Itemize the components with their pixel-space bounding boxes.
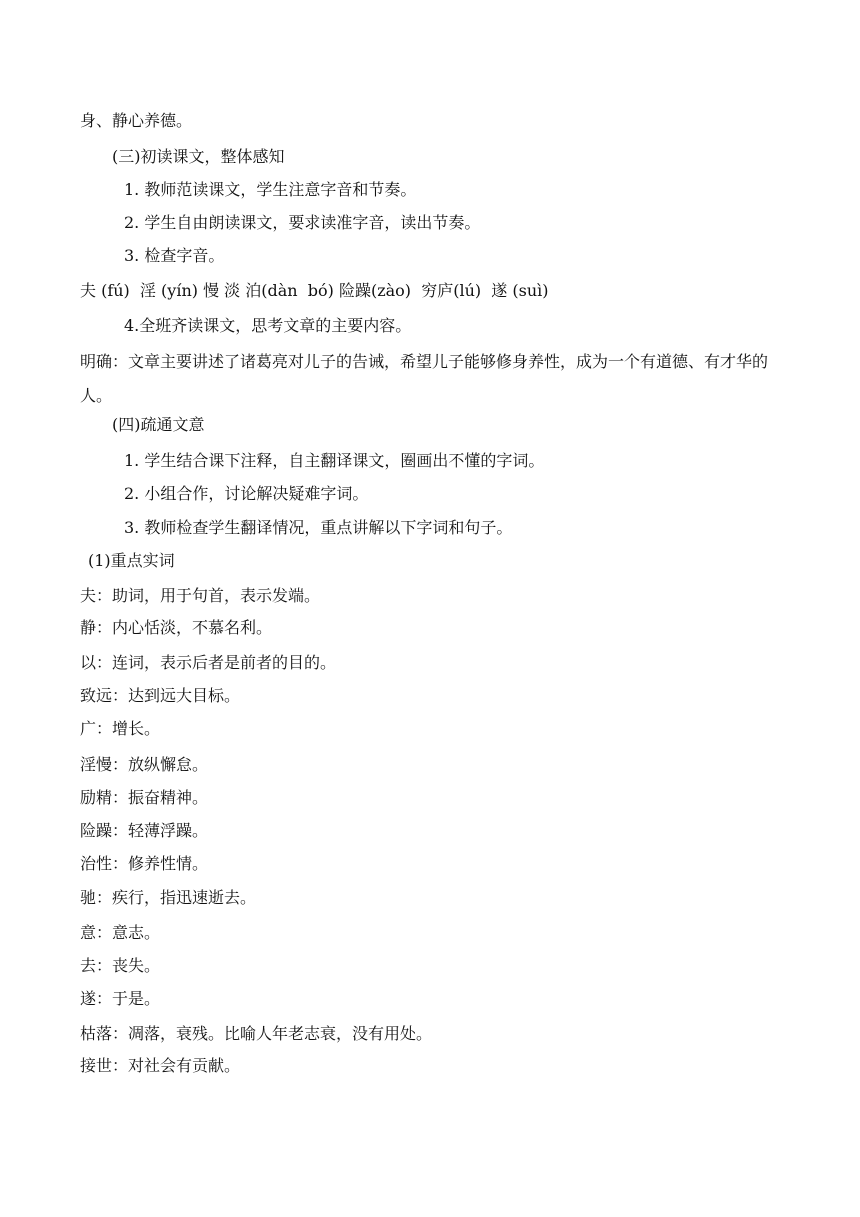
section-heading: (四)疏通文意	[112, 415, 205, 434]
term-line: 以：连词，表示后者是前者的目的。	[80, 653, 337, 672]
term-line: 夫：助词，用于句首，表示发端。	[80, 586, 321, 605]
term-line: 广：增长。	[80, 719, 161, 738]
term-line: 遂：于是。	[80, 989, 161, 1008]
text-line: 2. 小组合作，讨论解决疑难字词。	[124, 484, 369, 503]
term-line: 接世：对社会有贡献。	[80, 1056, 241, 1075]
term-line: 淫慢：放纵懈怠。	[80, 755, 209, 774]
term-line: 意：意志。	[80, 923, 161, 942]
text-line: 3. 检查字音。	[124, 246, 225, 265]
term-line: 驰：疾行，指迅速逝去。	[80, 888, 257, 907]
term-line: 险躁：轻薄浮躁。	[80, 821, 209, 840]
term-line: 治性：修养性情。	[80, 854, 209, 873]
text-line: 1. 学生结合课下注释，自主翻译课文，圈画出不懂的字词。	[124, 451, 545, 470]
subsection-heading: (1)重点实词	[88, 551, 175, 570]
term-line: 励精：振奋精神。	[80, 788, 209, 807]
text-line: 1. 教师范读课文，学生注意字音和节奏。	[124, 180, 417, 199]
term-line: 枯落：凋落，衰残。比喻人年老志衰，没有用处。	[80, 1024, 433, 1043]
text-line: 4.全班齐读课文，思考文章的主要内容。	[124, 316, 412, 335]
term-line: 静：内心恬淡，不慕名利。	[80, 618, 273, 637]
text-line: 身、静心养德。	[80, 111, 193, 130]
term-line: 致远：达到远大目标。	[80, 686, 241, 705]
pinyin-line: 夫 (fú) 淫 (yín) 慢 淡 泊(dàn bó) 险躁(zào) 穷庐(lú) 遂 (suì)	[80, 281, 549, 300]
term-line: 去：丧失。	[80, 956, 161, 975]
section-heading: (三)初读课文，整体感知	[112, 147, 285, 166]
text-line: 2. 学生自由朗读课文，要求读准字音，读出节奏。	[124, 213, 481, 232]
text-paragraph: 明确：文章主要讲述了诸葛亮对儿子的告诫，希望儿子能够修身养性，成为一个有道德、有才华的人。	[80, 352, 769, 405]
text-line: 3. 教师检查学生翻译情况，重点讲解以下字词和句子。	[124, 518, 513, 537]
